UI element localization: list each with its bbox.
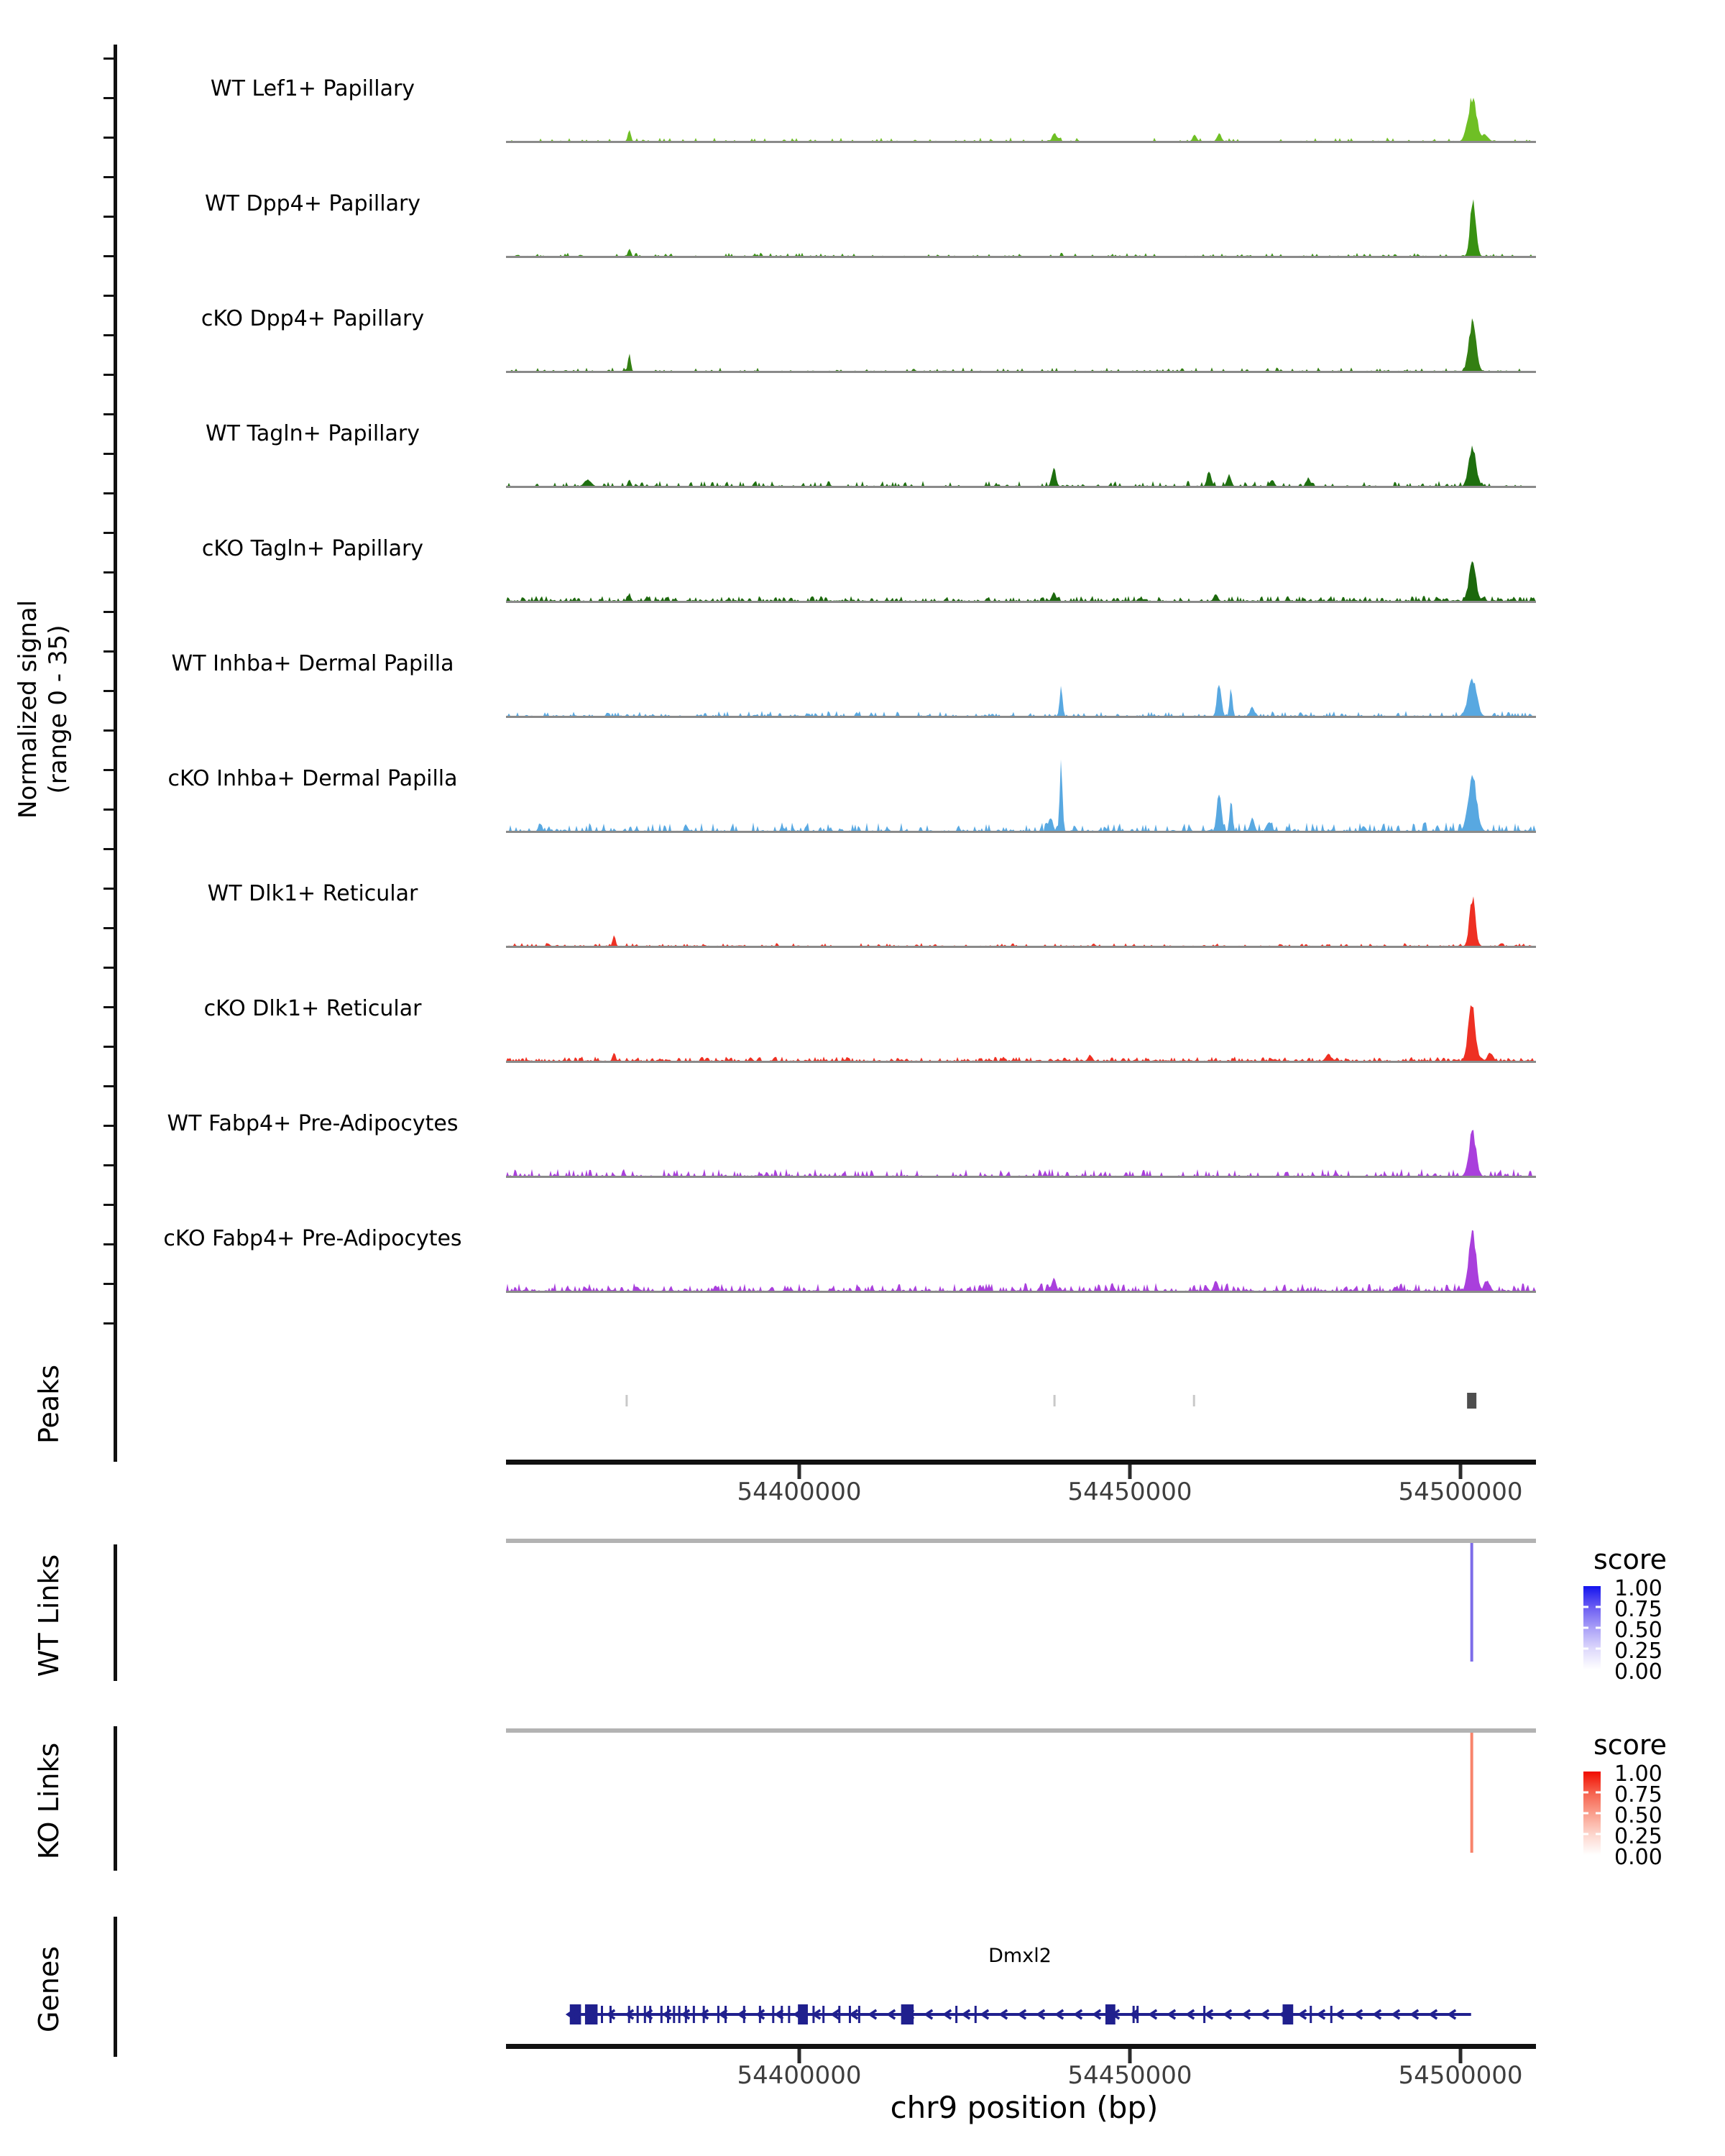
track-baseline-2 bbox=[506, 256, 1536, 258]
track-baseline-7 bbox=[506, 831, 1536, 833]
signal-y-axis-tick bbox=[104, 967, 114, 969]
signal-y-axis-tick bbox=[104, 690, 114, 692]
peak-region-mark bbox=[625, 1395, 627, 1406]
signal-area-10 bbox=[506, 1130, 1536, 1176]
y-axis-label-line2: (range 0 - 35) bbox=[44, 625, 73, 794]
gene-exon-small bbox=[649, 2006, 651, 2023]
axis1-tick-54450000: 54450000 bbox=[1067, 1478, 1192, 1506]
ko-score-0.25: 0.25 bbox=[1614, 1824, 1662, 1849]
track-baseline-4 bbox=[506, 486, 1536, 488]
genomic-axis-line-2 bbox=[506, 2044, 1536, 2049]
signal-area-7 bbox=[506, 760, 1536, 831]
signal-y-axis-tick bbox=[104, 1204, 114, 1206]
signal-y-axis-tick bbox=[104, 295, 114, 297]
gene-exon-small bbox=[772, 2006, 774, 2023]
track-label-wt-fabp4: WT Fabp4+ Pre-Adipocytes bbox=[167, 1111, 459, 1136]
wt-score-0.50: 0.50 bbox=[1614, 1618, 1662, 1643]
wt-score-1.00: 1.00 bbox=[1614, 1576, 1662, 1601]
signal-y-axis-tick bbox=[104, 1322, 114, 1325]
legend-level-dash bbox=[1596, 1606, 1601, 1608]
axis2-tick-54500000: 54500000 bbox=[1398, 2061, 1523, 2090]
signal-y-axis-tick bbox=[104, 571, 114, 573]
gene-exon-small bbox=[601, 2006, 603, 2023]
signal-y-axis-tick bbox=[104, 1085, 114, 1087]
signal-y-axis-tick bbox=[104, 611, 114, 613]
ko-score-1.00: 1.00 bbox=[1614, 1761, 1662, 1787]
track-baseline-9 bbox=[506, 1061, 1536, 1063]
signal-area-3 bbox=[506, 318, 1536, 372]
ko-score-0.75: 0.75 bbox=[1614, 1782, 1662, 1807]
legend-level-dash bbox=[1583, 1606, 1588, 1608]
signal-y-axis-line bbox=[114, 45, 117, 1369]
genomic-axis-line-1 bbox=[506, 1460, 1536, 1465]
track-label-cko-dpp4: cKO Dpp4+ Papillary bbox=[201, 306, 425, 331]
legend-level-dash bbox=[1596, 1812, 1601, 1815]
track-label-cko-tagln: cKO Tagln+ Papillary bbox=[201, 536, 424, 561]
KO-link-line bbox=[1471, 1733, 1473, 1853]
ko-score-0.00: 0.00 bbox=[1614, 1845, 1662, 1870]
signal-y-axis-tick bbox=[104, 413, 114, 415]
gene-exon-large bbox=[1283, 2004, 1294, 2024]
gene-exon-small bbox=[743, 2006, 745, 2023]
signal-area-4 bbox=[506, 446, 1536, 487]
axis2-tick-54400000: 54400000 bbox=[737, 2061, 862, 2090]
signal-area-6 bbox=[506, 678, 1536, 717]
peak-region-mark bbox=[1467, 1393, 1476, 1409]
signal-y-axis-tick bbox=[104, 453, 114, 455]
ko-score-legend-title: score bbox=[1593, 1729, 1668, 1761]
WT-link-line bbox=[1471, 1543, 1473, 1662]
signal-y-axis-tick bbox=[104, 1164, 114, 1166]
KO-links-border bbox=[506, 1728, 1536, 1733]
signal-y-axis-tick bbox=[104, 927, 114, 929]
track-label-cko-dlk1: cKO Dlk1+ Reticular bbox=[203, 996, 422, 1021]
section-label-genes: Genes bbox=[33, 1945, 65, 2033]
signal-y-axis-tick bbox=[104, 255, 114, 257]
axis2-tick-54450000: 54450000 bbox=[1067, 2061, 1192, 2090]
section-bracket-line bbox=[114, 1726, 117, 1871]
track-label-wt-dlk1: WT Dlk1+ Reticular bbox=[207, 881, 418, 906]
peak-region-mark bbox=[1054, 1395, 1056, 1406]
track-label-cko-fabp4: cKO Fabp4+ Pre-Adipocytes bbox=[163, 1226, 462, 1251]
track-baseline-10 bbox=[506, 1176, 1536, 1178]
section-label-ko-links: KO Links bbox=[33, 1742, 65, 1860]
signal-y-axis-tick bbox=[104, 532, 114, 534]
track-baseline-1 bbox=[506, 141, 1536, 143]
gene-exon-small bbox=[678, 2006, 681, 2023]
section-label-peaks: Peaks bbox=[33, 1364, 65, 1445]
gene-exon-small bbox=[1136, 2006, 1138, 2023]
genomic-axis-tick-1 bbox=[1128, 1465, 1132, 1479]
track-baseline-8 bbox=[506, 946, 1536, 948]
signal-y-axis-tick bbox=[104, 176, 114, 178]
signal-y-axis-tick bbox=[104, 848, 114, 850]
x-axis-title: chr9 position (bp) bbox=[890, 2090, 1159, 2125]
section-label-wt-links: WT Links bbox=[33, 1554, 65, 1677]
signal-y-axis-tick bbox=[104, 492, 114, 494]
legend-level-dash bbox=[1596, 1627, 1601, 1629]
y-axis-label-line1: Normalized signal bbox=[14, 599, 42, 819]
gene-exon-small bbox=[781, 2006, 783, 2023]
legend-level-dash bbox=[1583, 1812, 1588, 1815]
wt-score-legend-title: score bbox=[1593, 1544, 1668, 1575]
signal-y-axis-tick bbox=[104, 137, 114, 139]
gene-exon-small bbox=[822, 2006, 824, 2023]
gene-exon-small bbox=[955, 2006, 957, 2023]
signal-area-2 bbox=[506, 199, 1536, 257]
legend-level-dash bbox=[1583, 1792, 1588, 1794]
axis1-tick-54400000: 54400000 bbox=[737, 1478, 862, 1506]
genomic-axis-tick-1 bbox=[798, 1465, 801, 1479]
legend-level-dash bbox=[1596, 1648, 1601, 1650]
legend-level-dash bbox=[1583, 1833, 1588, 1835]
wt-score-0.00: 0.00 bbox=[1614, 1659, 1662, 1685]
gene-exon-small bbox=[637, 2006, 639, 2023]
signal-y-axis-tick bbox=[104, 334, 114, 336]
ko-score-0.50: 0.50 bbox=[1614, 1803, 1662, 1828]
track-label-cko-inhba: cKO Inhba+ Dermal Papilla bbox=[167, 766, 458, 791]
track-label-wt-lef1: WT Lef1+ Papillary bbox=[210, 76, 415, 101]
signal-area-1 bbox=[506, 98, 1536, 142]
wt-score-0.75: 0.75 bbox=[1614, 1597, 1662, 1622]
signal-area-9 bbox=[506, 1005, 1536, 1061]
track-baseline-11 bbox=[506, 1291, 1536, 1293]
gene-exon-small bbox=[975, 2006, 977, 2023]
track-baseline-3 bbox=[506, 371, 1536, 373]
gene-exon-small bbox=[858, 2006, 860, 2023]
track-baseline-6 bbox=[506, 716, 1536, 718]
signal-y-axis-tick bbox=[104, 729, 114, 732]
track-baseline-5 bbox=[506, 601, 1536, 603]
WT-links-border bbox=[506, 1539, 1536, 1543]
signal-y-axis-tick bbox=[104, 374, 114, 376]
gene-exon-small bbox=[667, 2006, 669, 2023]
signal-area-5 bbox=[506, 561, 1536, 602]
wt-score-0.25: 0.25 bbox=[1614, 1639, 1662, 1664]
gene-exon-small bbox=[693, 2006, 695, 2023]
signal-y-axis-tick bbox=[104, 1046, 114, 1048]
legend-level-dash bbox=[1596, 1792, 1601, 1794]
section-bracket-line bbox=[114, 1917, 117, 2057]
gene-exon-small bbox=[724, 2006, 727, 2023]
y-axis-label bbox=[13, 443, 73, 975]
gene-exon-small bbox=[1310, 2006, 1312, 2023]
gene-exon-small bbox=[673, 2006, 675, 2023]
track-label-wt-tagln: WT Tagln+ Papillary bbox=[206, 421, 420, 446]
gene-exon-large bbox=[798, 2004, 808, 2024]
track-label-wt-dpp4: WT Dpp4+ Papillary bbox=[204, 191, 421, 216]
signal-y-axis-tick bbox=[104, 1283, 114, 1285]
gene-exon-small bbox=[788, 2006, 790, 2023]
track-label-wt-inhba: WT Inhba+ Dermal Papilla bbox=[171, 651, 454, 676]
signal-area-8 bbox=[506, 896, 1536, 946]
gene-name-dmxl2: Dmxl2 bbox=[988, 1945, 1052, 1967]
legend-level-dash bbox=[1583, 1627, 1588, 1629]
section-bracket-line bbox=[114, 1544, 117, 1681]
axis1-tick-54500000: 54500000 bbox=[1398, 1478, 1523, 1506]
gene-exon-small bbox=[838, 2006, 840, 2023]
section-bracket-line bbox=[114, 1342, 117, 1462]
legend-level-dash bbox=[1583, 1648, 1588, 1650]
signal-y-axis-tick bbox=[104, 57, 114, 60]
gene-exon-small bbox=[1330, 2006, 1333, 2023]
signal-area-11 bbox=[506, 1230, 1536, 1291]
peak-region-mark bbox=[1193, 1395, 1195, 1406]
legend-level-dash bbox=[1596, 1833, 1601, 1835]
genomic-axis-tick-1 bbox=[1459, 1465, 1463, 1479]
signal-y-axis-tick bbox=[104, 808, 114, 811]
